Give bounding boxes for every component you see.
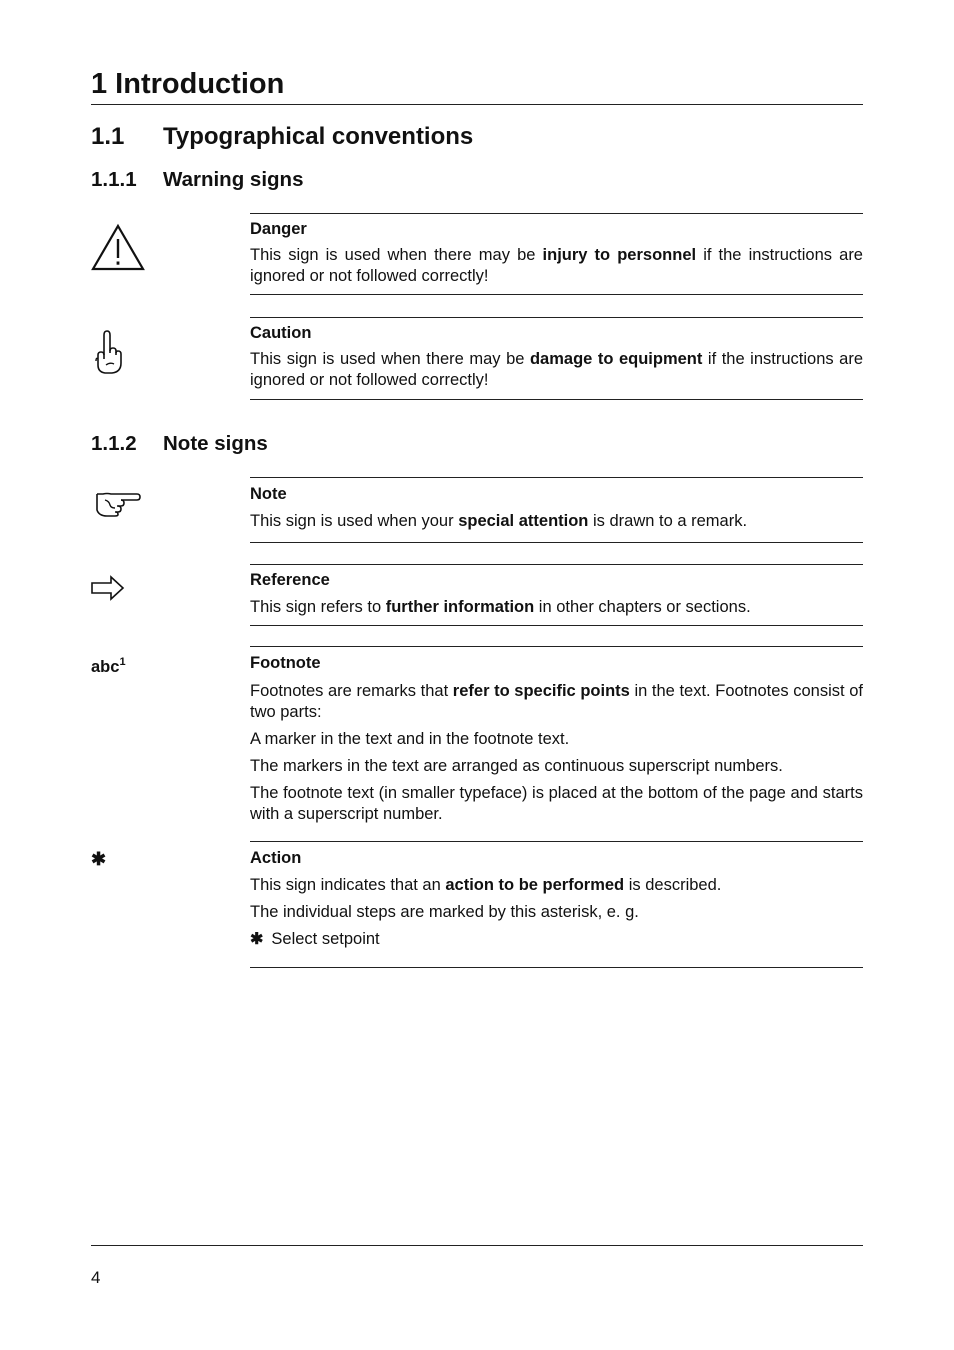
footnote-text-2: A marker in the text and in the footnote text. bbox=[250, 730, 570, 748]
reference-emphasis: further information bbox=[385, 598, 535, 616]
subsection-heading-warning bbox=[91, 166, 303, 194]
asterisk-icon: ✱ bbox=[91, 849, 107, 869]
footnote-text-3: The markers in the text are arranged as continuous superscript numbers. bbox=[250, 757, 783, 775]
caution-emphasis: damage to equipment bbox=[529, 350, 703, 368]
footnote-block bbox=[250, 646, 863, 842]
pointing-hand-icon bbox=[91, 488, 143, 523]
note-text: This sign is used when your special attention is drawn to a remark. bbox=[250, 512, 748, 530]
caution-text: This sign is used when there may be damage to equipment if the instructions are ignored or not followed correctly! bbox=[250, 350, 863, 389]
footnote-emphasis: refer to specific points bbox=[452, 682, 630, 700]
subsection-title: Note signs bbox=[163, 432, 268, 455]
action-emphasis: action to be performed bbox=[445, 876, 625, 894]
page-number: 4 bbox=[91, 1268, 101, 1287]
danger-emphasis: injury to personnel bbox=[542, 246, 697, 264]
note-emphasis: special attention bbox=[458, 512, 589, 530]
action-block bbox=[250, 841, 863, 968]
section-heading bbox=[91, 120, 473, 154]
note-title: Note bbox=[250, 485, 287, 503]
raised-finger-icon bbox=[91, 329, 125, 382]
note-block bbox=[250, 477, 863, 543]
reference-text: This sign refers to further information in other chapters or sections. bbox=[250, 598, 751, 616]
caution-title: Caution bbox=[250, 324, 312, 342]
danger-text: This sign is used when there may be injury to personnel if the instructions are ignored or not followed correctly! bbox=[250, 246, 863, 285]
footnote-text-4: The footnote text (in smaller typeface) is placed at the bottom of the page and starts with a superscript number. bbox=[250, 784, 863, 823]
section-title: Typographical conventions bbox=[163, 123, 474, 150]
subsection-number: 1.1.1 bbox=[91, 168, 137, 191]
danger-block bbox=[250, 213, 863, 295]
footnote-text-1: Footnotes are remarks that refer to specific points in the text. Footnotes consist of two parts: bbox=[250, 682, 863, 721]
asterisk-icon: ✱ bbox=[250, 931, 264, 948]
caution-block bbox=[250, 317, 863, 400]
section-number: 1.1 bbox=[91, 123, 125, 150]
reference-title: Reference bbox=[250, 571, 330, 589]
reference-block bbox=[250, 564, 863, 626]
footnote-title: Footnote bbox=[250, 654, 321, 672]
outline-arrow-icon bbox=[91, 575, 125, 606]
footer-divider bbox=[91, 1245, 863, 1246]
danger-title: Danger bbox=[250, 220, 307, 238]
action-title: Action bbox=[250, 849, 302, 867]
subsection-title: Warning signs bbox=[163, 168, 304, 191]
chapter-divider bbox=[91, 104, 863, 105]
action-step-text: Select setpoint bbox=[271, 930, 380, 948]
warning-triangle-icon bbox=[91, 223, 147, 278]
subsection-heading-notes bbox=[91, 430, 268, 458]
chapter-title: 1 Introduction bbox=[91, 68, 285, 100]
action-text-1: This sign indicates that an action to be performed is described. bbox=[250, 876, 722, 894]
action-step bbox=[250, 929, 863, 950]
action-text-2: The individual steps are marked by this asterisk, e. g. bbox=[250, 903, 639, 921]
footnote-marker: abc$^1$ bbox=[91, 656, 126, 676]
subsection-number: 1.1.2 bbox=[91, 432, 137, 455]
